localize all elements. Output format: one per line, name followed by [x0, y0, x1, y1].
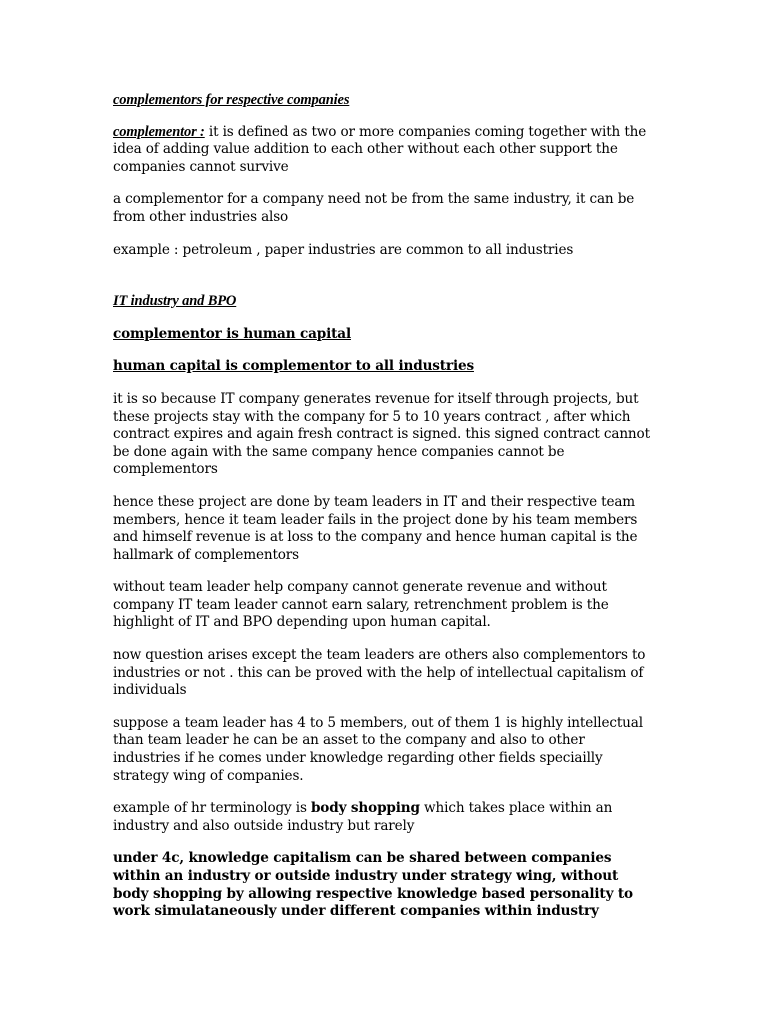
paragraph: it is so because IT company generates revenue for itself through projects, but these projects stay with the company for 5 to 10 years contract , after which contract expires and again fresh contract is signed. this signed contract cannot be done again with the same company hence companies cannot be complementors [113, 390, 650, 478]
paragraph: without team leader help company cannot generate revenue and without company IT team leader cannot earn salary, retrenchment problem is the highlight of IT and BPO depending upon human capital. [113, 579, 609, 631]
paragraph: example : petroleum , paper industries are common to all industries [113, 241, 574, 258]
bold-paragraph-4c: under 4c, knowledge capitalism can be shared between companies within an industry or outside industry under strategy wing, without body shopping by allowing respective knowledge based personality to work simulataneously under different companies within industry [113, 850, 633, 920]
paragraph: now question arises except the team leaders are others also complementors to industries or not . this can be proved with the help of intellectual capitalism of individuals [113, 647, 646, 699]
paragraph: a complementor for a company need not be from the same industry, it can be from other industries also [113, 191, 635, 225]
bold-term: body shopping [310, 800, 420, 817]
section-heading-complementors: complementors for respective companies [113, 92, 350, 108]
text: which takes place within an industry and also outside industry but rarely [113, 800, 613, 834]
section-heading-it-bpo: IT industry and BPO [113, 293, 237, 310]
paragraph-body-shopping [113, 800, 650, 835]
subheading-complementor-all-industries: human capital is complementor to all industries [113, 358, 474, 375]
definition-term: complementor : [113, 123, 205, 140]
text: example of hr terminology is [113, 800, 311, 817]
definition-text: it is defined as two or more companies coming together with the idea of adding value addition to each other without each other support the companies cannot survive [113, 123, 647, 175]
definition-paragraph [113, 124, 650, 177]
paragraph: hence these project are done by team leaders in IT and their respective team members, hence it team leader fails in the project done by his team members and himself revenue is at loss to the company and hence human capital is the hallmark of complementors [113, 493, 638, 563]
subheading-human-capital: complementor is human capital [113, 325, 351, 342]
paragraph: suppose a team leader has 4 to 5 members, out of them 1 is highly intellectual than team leader he can be an asset to the company and also to other industries if he comes under knowledge regarding other fields speciailly strategy wing of companies. [113, 714, 643, 784]
